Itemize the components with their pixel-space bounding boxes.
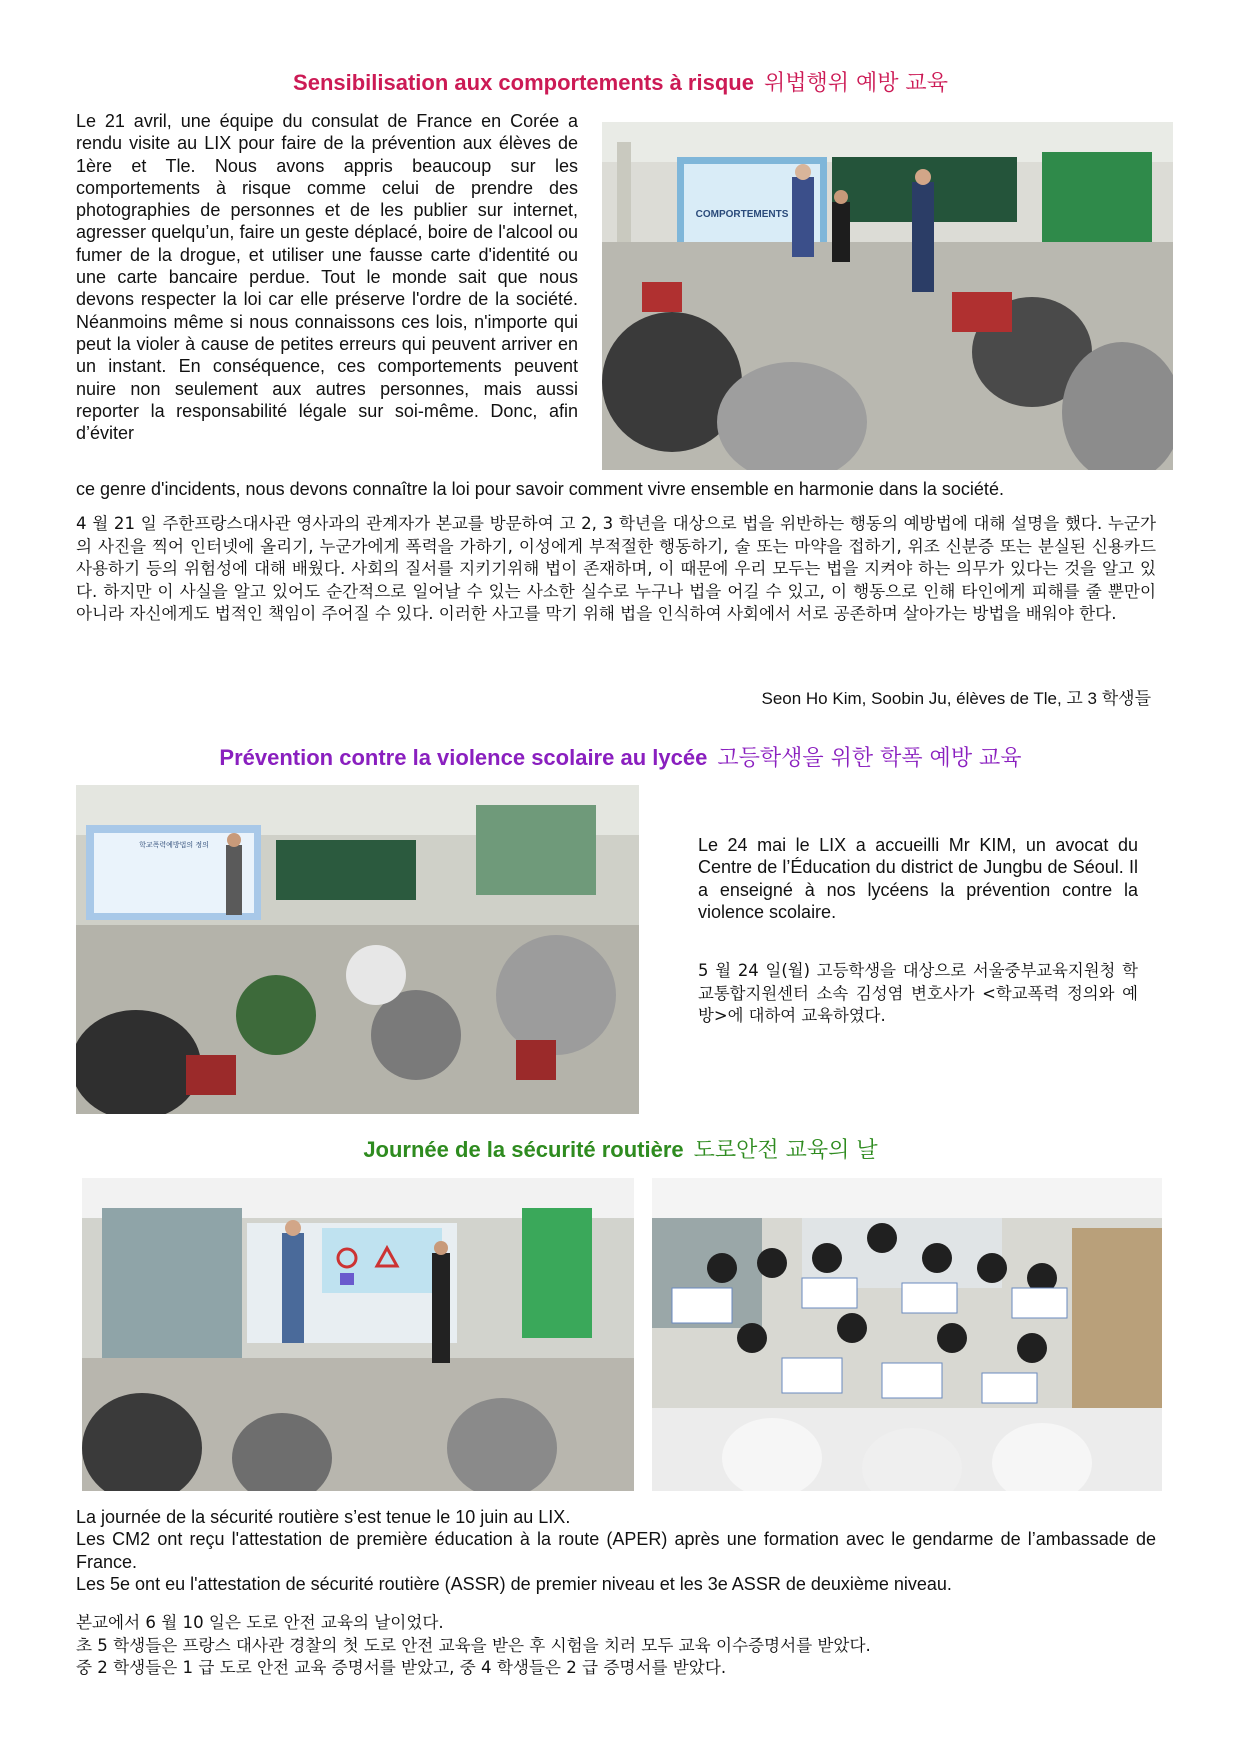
title-fr: Journée de la sécurité routière (363, 1137, 684, 1162)
road-korean-text (76, 1612, 1156, 1680)
road-fr-line: La journée de la sécurité routière s’est tenue le 10 juin au LIX. (76, 1507, 571, 1527)
risk-signature: Seon Ho Kim, Soobin Ju, élèves de Tle, 고 3 학생들 (761, 689, 1151, 708)
risk-korean-paragraph: 4 월 21 일 주한프랑스대사관 영사과의 관계자가 본교를 방문하여 고 2, 3 학년을 대상으로 법을 위반하는 행동의 예방법에 대해 설명을 했다. 누군가의 사진을 찍어 인터넷에 올리기, 누군가에게 폭력을 가하기, 이성에게 부적절한 행동하기, 술 또는 마약을 접하기, 위조 신분증 또는 분실된 신용카드 사용하기 등의 위험성에 대해 배웠다. 사회의 질서를 지키기위해 법이 존재하며, 이 때문에 우리 모두는 법을 지켜야 하는 의무가 있다는 것을 알고 있다. 하지만 이 사실을 알고 있어도 순간적으로 일어날 수 있는 사소한 실수로 누구나 법을 어길 수 있고, 이 행동으로 인해 타인에게 피해를 줄 뿐만이 아니라 자신에게도 법적인 책임이 주어질 수 있다. 이러한 사고를 막기 위해 법을 인식하여 사회에서 서로 공존하며 살아가는 방법을 배워야 한다. (76, 514, 1156, 623)
slide-text: COMPORTEMENTS (695, 209, 789, 220)
road-french-text (76, 1506, 1156, 1595)
students-group-photo (652, 1178, 1162, 1491)
title-fr: Prévention contre la violence scolaire au lycée (219, 745, 708, 770)
title-ko: 위법행위 예방 교육 (763, 71, 948, 96)
road-ko-line: 본교에서 6 월 10 일은 도로 안전 교육의 날이었다. (76, 1613, 444, 1632)
section-title-violence (0, 741, 1241, 772)
violence-korean-paragraph: 5 월 24 일(월) 고등학생을 대상으로 서울중부교육지원청 학교통합지원센터 소속 김성염 변호사가 <학교폭력 정의와 예방>에 대하여 교육하였다. (698, 961, 1138, 1025)
section-title-road (0, 1133, 1241, 1164)
risk-french-tail: ce genre d'incidents, nous devons connaître la loi pour savoir comment vivre ensemble en harmonie dans la société. (76, 479, 1004, 499)
classroom-photo-consulate (602, 122, 1173, 470)
road-fr-line: Les 5e ont eu l'attestation de sécurité routière (ASSR) de premier niveau et les 3e ASSR de deuxième niveau. (76, 1573, 952, 1594)
title-ko: 도로안전 교육의 날 (693, 1138, 878, 1163)
classroom-photo-lawyer (76, 785, 639, 1114)
risk-french-paragraph: Le 21 avril, une équipe du consulat de France en Corée a rendu visite au LIX pour faire de la prévention aux élèves de 1ère et Tle. Nous avons appris beaucoup sur les comportements à risque comme celui de prendre des photographies de personnes et de les publier sur internet, agresser quelqu’un, faire un geste déplacé, boire de l'alcool ou fumer de la drogue, et utiliser une fausse carte d'identité ou une carte bancaire perdue. Tout le monde sait que nous devons respecter la loi car elle préserve l'ordre de la société. Néanmoins même si nous connaissons ces lois, n'importe qui peut la violer à cause de petites erreurs qui peuvent arriver en un instant. En conséquence, ces comportements peuvent nuire non seulement aux autres personnes, mais aussi reporter la responsabilité légale sur soi-même. Donc, afin d’éviter (76, 111, 578, 444)
violence-french-paragraph: Le 24 mai le LIX a accueilli Mr KIM, un avocat du Centre de l’Éducation du district de Jungbu de Séoul. Il a enseigné à nos lycéens la prévention contre la violence scolaire. (698, 835, 1138, 922)
section-title-risk (0, 66, 1241, 97)
slide-text: 학교폭력예방법의 정의 (139, 841, 209, 849)
road-ko-line: 초 5 학생들은 프랑스 대사관 경찰의 첫 도로 안전 교육을 받은 후 시험을 치러 모두 교육 이수증명서를 받았다. (76, 1635, 871, 1655)
title-fr: Sensibilisation aux comportements à risque (293, 70, 754, 95)
title-ko: 고등학생을 위한 학폭 예방 교육 (717, 746, 1022, 771)
road-ko-line: 중 2 학생들은 1 급 도로 안전 교육 증명서를 받았고, 중 4 학생들은 2 급 증명서를 받았다. (76, 1658, 727, 1677)
road-fr-line: Les CM2 ont reçu l'attestation de première éducation à la route (APER) après une formation avec le gendarme de l’ambassade de France. (76, 1529, 1156, 1572)
classroom-photo-gendarme (82, 1178, 634, 1491)
